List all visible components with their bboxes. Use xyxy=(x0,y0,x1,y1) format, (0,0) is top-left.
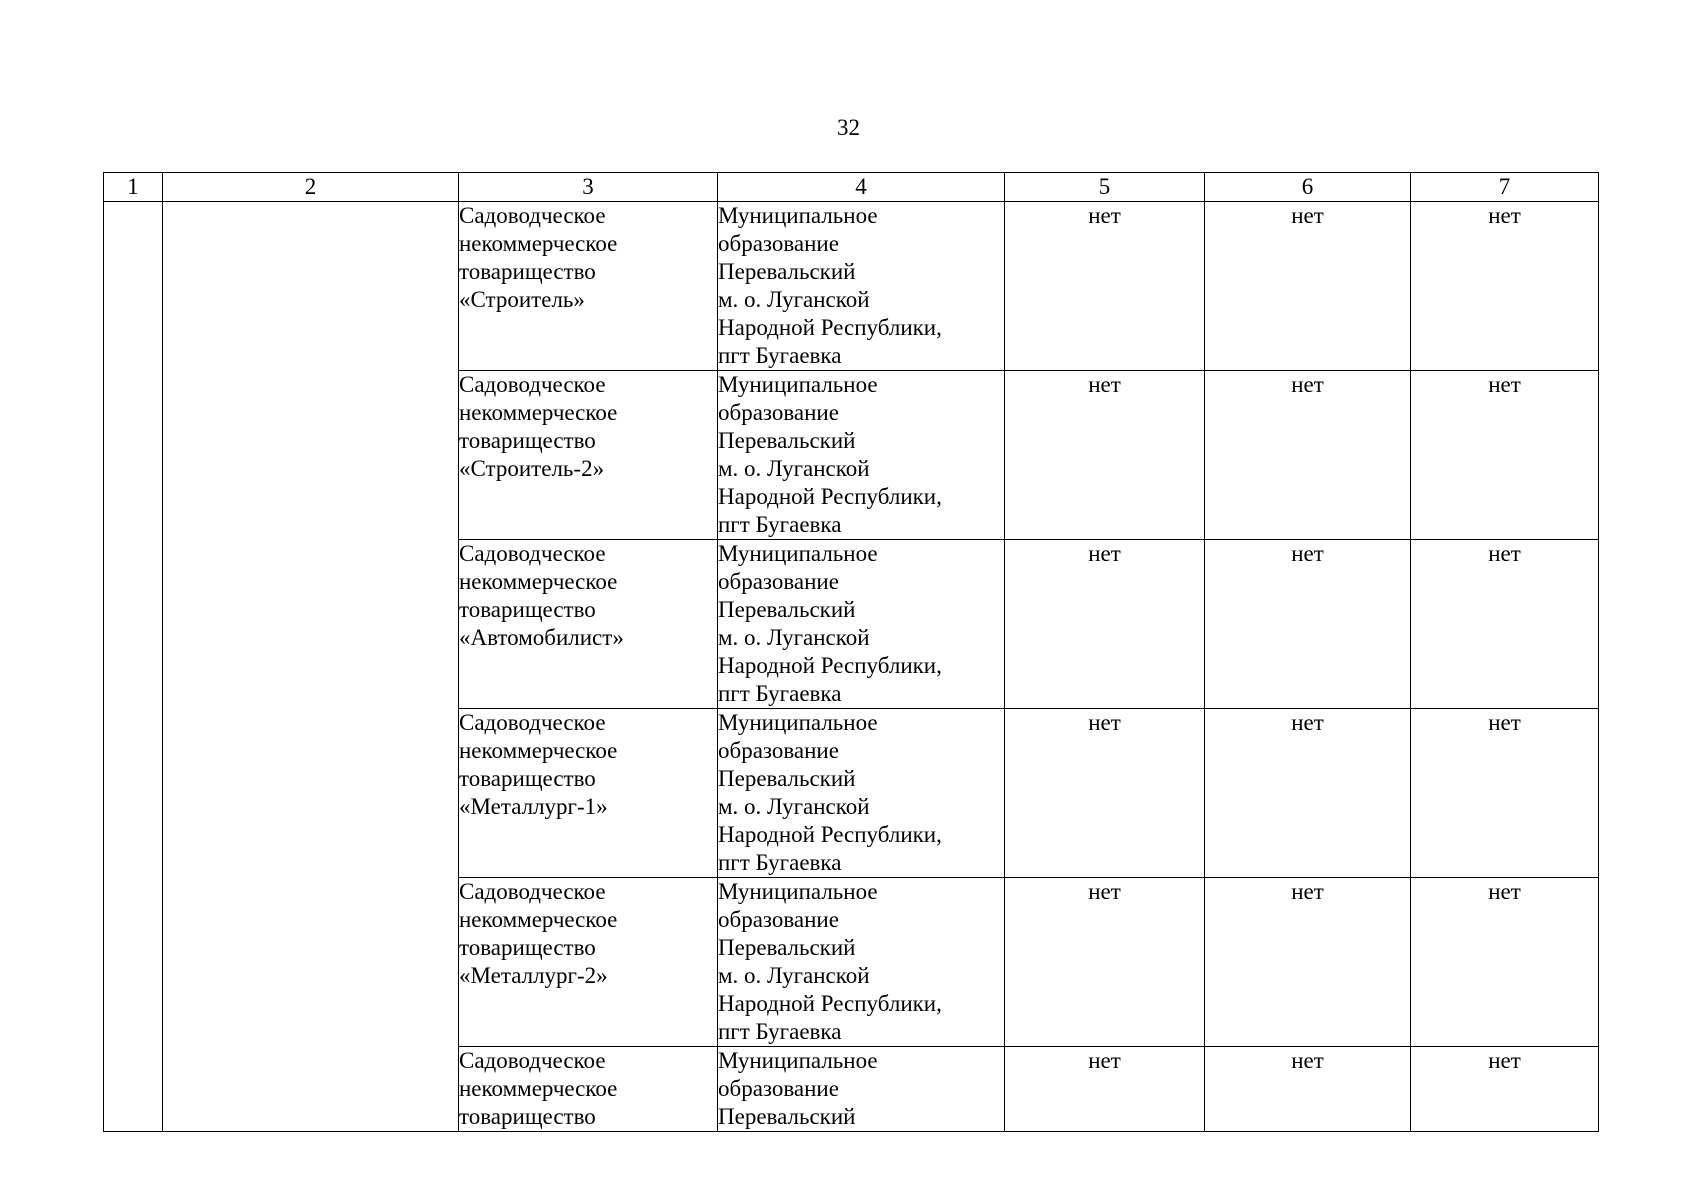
location-cell: Муниципальное образование Перевальский м. о. Луганской Народной Республики, пгт Бугаевка xyxy=(718,371,1005,540)
column-5-value: нет xyxy=(1005,202,1205,371)
column-header-6: 6 xyxy=(1205,173,1411,202)
location-cell: Муниципальное образование Перевальский м. о. Луганской Народной Республики, пгт Бугаевка xyxy=(718,709,1005,878)
organization-cell: Садоводческое некоммерческое товарищество «Строитель» xyxy=(459,202,718,371)
column-6-value: нет xyxy=(1205,540,1411,709)
organization-cell: Садоводческое некоммерческое товарищество «Металлург-1» xyxy=(459,709,718,878)
column-7-value: нет xyxy=(1411,878,1599,1047)
column-7-value: нет xyxy=(1411,202,1599,371)
column-5-value: нет xyxy=(1005,371,1205,540)
column-5-value: нет xyxy=(1005,540,1205,709)
column-6-value: нет xyxy=(1205,709,1411,878)
organization-cell: Садоводческое некоммерческое товарищество xyxy=(459,1047,718,1132)
location-cell: Муниципальное образование Перевальский м. о. Луганской Народной Республики, пгт Бугаевка xyxy=(718,202,1005,371)
column-header-5: 5 xyxy=(1005,173,1205,202)
column-header-2: 2 xyxy=(163,173,459,202)
column-6-value: нет xyxy=(1205,1047,1411,1132)
table-row xyxy=(104,202,1599,371)
column-header-1: 1 xyxy=(104,173,163,202)
table-header-row xyxy=(104,173,1599,202)
column-5-value: нет xyxy=(1005,1047,1205,1132)
location-cell: Муниципальное образование Перевальский м. о. Луганской Народной Республики, пгт Бугаевка xyxy=(718,878,1005,1047)
column-7-value: нет xyxy=(1411,371,1599,540)
column-6-value: нет xyxy=(1205,878,1411,1047)
location-cell: Муниципальное образование Перевальский xyxy=(718,1047,1005,1132)
column-5-value: нет xyxy=(1005,878,1205,1047)
organization-cell: Садоводческое некоммерческое товарищество «Автомобилист» xyxy=(459,540,718,709)
organization-cell: Садоводческое некоммерческое товарищество «Металлург-2» xyxy=(459,878,718,1047)
column-5-value: нет xyxy=(1005,709,1205,878)
column-7-value: нет xyxy=(1411,540,1599,709)
organization-cell: Садоводческое некоммерческое товарищество «Строитель-2» xyxy=(459,371,718,540)
column-6-value: нет xyxy=(1205,371,1411,540)
page-number: 32 xyxy=(837,115,860,140)
column-2-cell-empty xyxy=(163,202,459,1132)
column-7-value: нет xyxy=(1411,1047,1599,1132)
column-1-cell-empty xyxy=(104,202,163,1132)
column-header-7: 7 xyxy=(1411,173,1599,202)
column-header-4: 4 xyxy=(718,173,1005,202)
column-7-value: нет xyxy=(1411,709,1599,878)
document-table xyxy=(103,172,1599,1132)
column-6-value: нет xyxy=(1205,202,1411,371)
location-cell: Муниципальное образование Перевальский м. о. Луганской Народной Республики, пгт Бугаевка xyxy=(718,540,1005,709)
column-header-3: 3 xyxy=(459,173,718,202)
